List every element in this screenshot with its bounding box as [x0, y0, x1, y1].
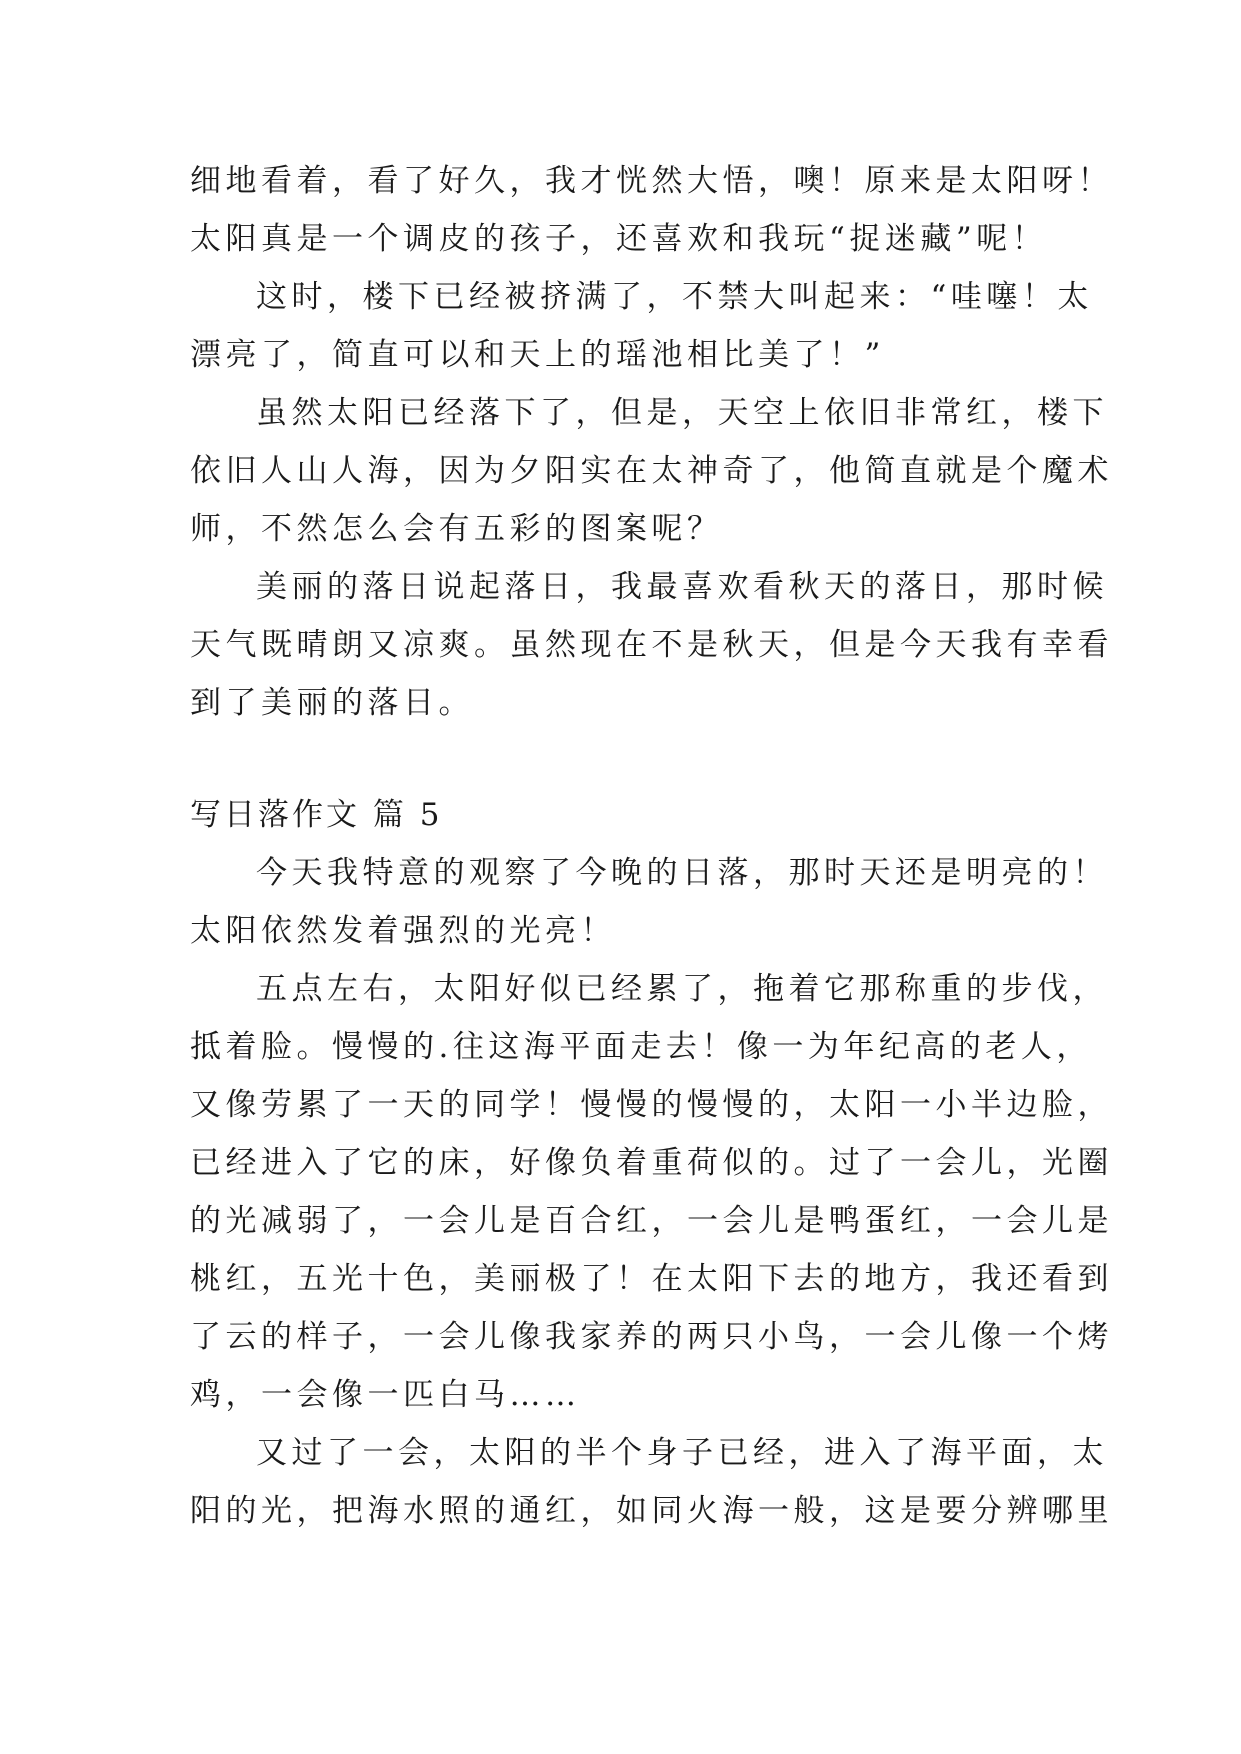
- paragraph: [190, 268, 1093, 384]
- paragraph: [190, 844, 1108, 960]
- paragraph: [190, 960, 1113, 1424]
- paragraph: [190, 384, 1113, 558]
- text-line: 美丽的落日说起落日，我最喜欢看秋天的落日，那时候: [256, 569, 1108, 605]
- text-line: 阳的光，把海水照的通红，如同火海一般，这是要分辨哪里: [190, 1493, 1113, 1529]
- text-line: 依旧人山人海，因为夕阳实在太神奇了，他简直就是个魔术: [190, 453, 1113, 489]
- text-line: 漂亮了，简直可以和天上的瑶池相比美了！”: [190, 337, 885, 373]
- paragraph: [190, 558, 1113, 732]
- text-line: 太阳依然发着强烈的光亮！: [190, 913, 616, 949]
- text-line: 太阳真是一个调皮的孩子，还喜欢和我玩“捉迷藏”呢！: [190, 221, 1048, 257]
- text-line: 天气既晴朗又凉爽。虽然现在不是秋天，但是今天我有幸看: [190, 627, 1113, 663]
- paragraph-continuation: [190, 152, 1113, 268]
- text-line: 五点左右，太阳好似已经累了，拖着它那称重的步伐，: [256, 971, 1108, 1007]
- section-heading: 写日落作文 篇 5: [190, 797, 443, 833]
- text-line: 抵着脸。慢慢的.往这海平面走去！像一为年纪高的老人，: [190, 1029, 1092, 1065]
- text-line: 虽然太阳已经落下了，但是，天空上依旧非常红，楼下: [256, 395, 1108, 431]
- text-line: 了云的样子，一会儿像我家养的两只小鸟，一会儿像一个烤: [190, 1319, 1113, 1355]
- text-line: 又过了一会，太阳的半个身子已经，进入了海平面，太: [256, 1435, 1108, 1471]
- text-line: 已经进入了它的床，好像负着重荷似的。过了一会儿，光圈: [190, 1145, 1113, 1181]
- text-line: 鸡，一会像一匹白马……: [190, 1377, 581, 1413]
- article-body: [190, 152, 1113, 1540]
- text-line: 师，不然怎么会有五彩的图案呢？: [190, 511, 723, 547]
- text-line: 细地看着，看了好久，我才恍然大悟，噢！原来是太阳呀！: [190, 163, 1113, 199]
- text-line: 又像劳累了一天的同学！慢慢的慢慢的，太阳一小半边脸，: [190, 1087, 1113, 1123]
- text-line: 的光减弱了，一会儿是百合红，一会儿是鸭蛋红，一会儿是: [190, 1203, 1113, 1239]
- section-gap: [190, 732, 1070, 786]
- text-line: 这时，楼下已经被挤满了，不禁大叫起来：“哇噻！太: [256, 279, 1093, 315]
- text-line: 桃红，五光十色，美丽极了！在太阳下去的地方，我还看到: [190, 1261, 1113, 1297]
- paragraph: [190, 1424, 1113, 1540]
- text-line: 今天我特意的观察了今晚的日落，那时天还是明亮的！: [256, 855, 1108, 891]
- text-line: 到了美丽的落日。: [190, 685, 474, 721]
